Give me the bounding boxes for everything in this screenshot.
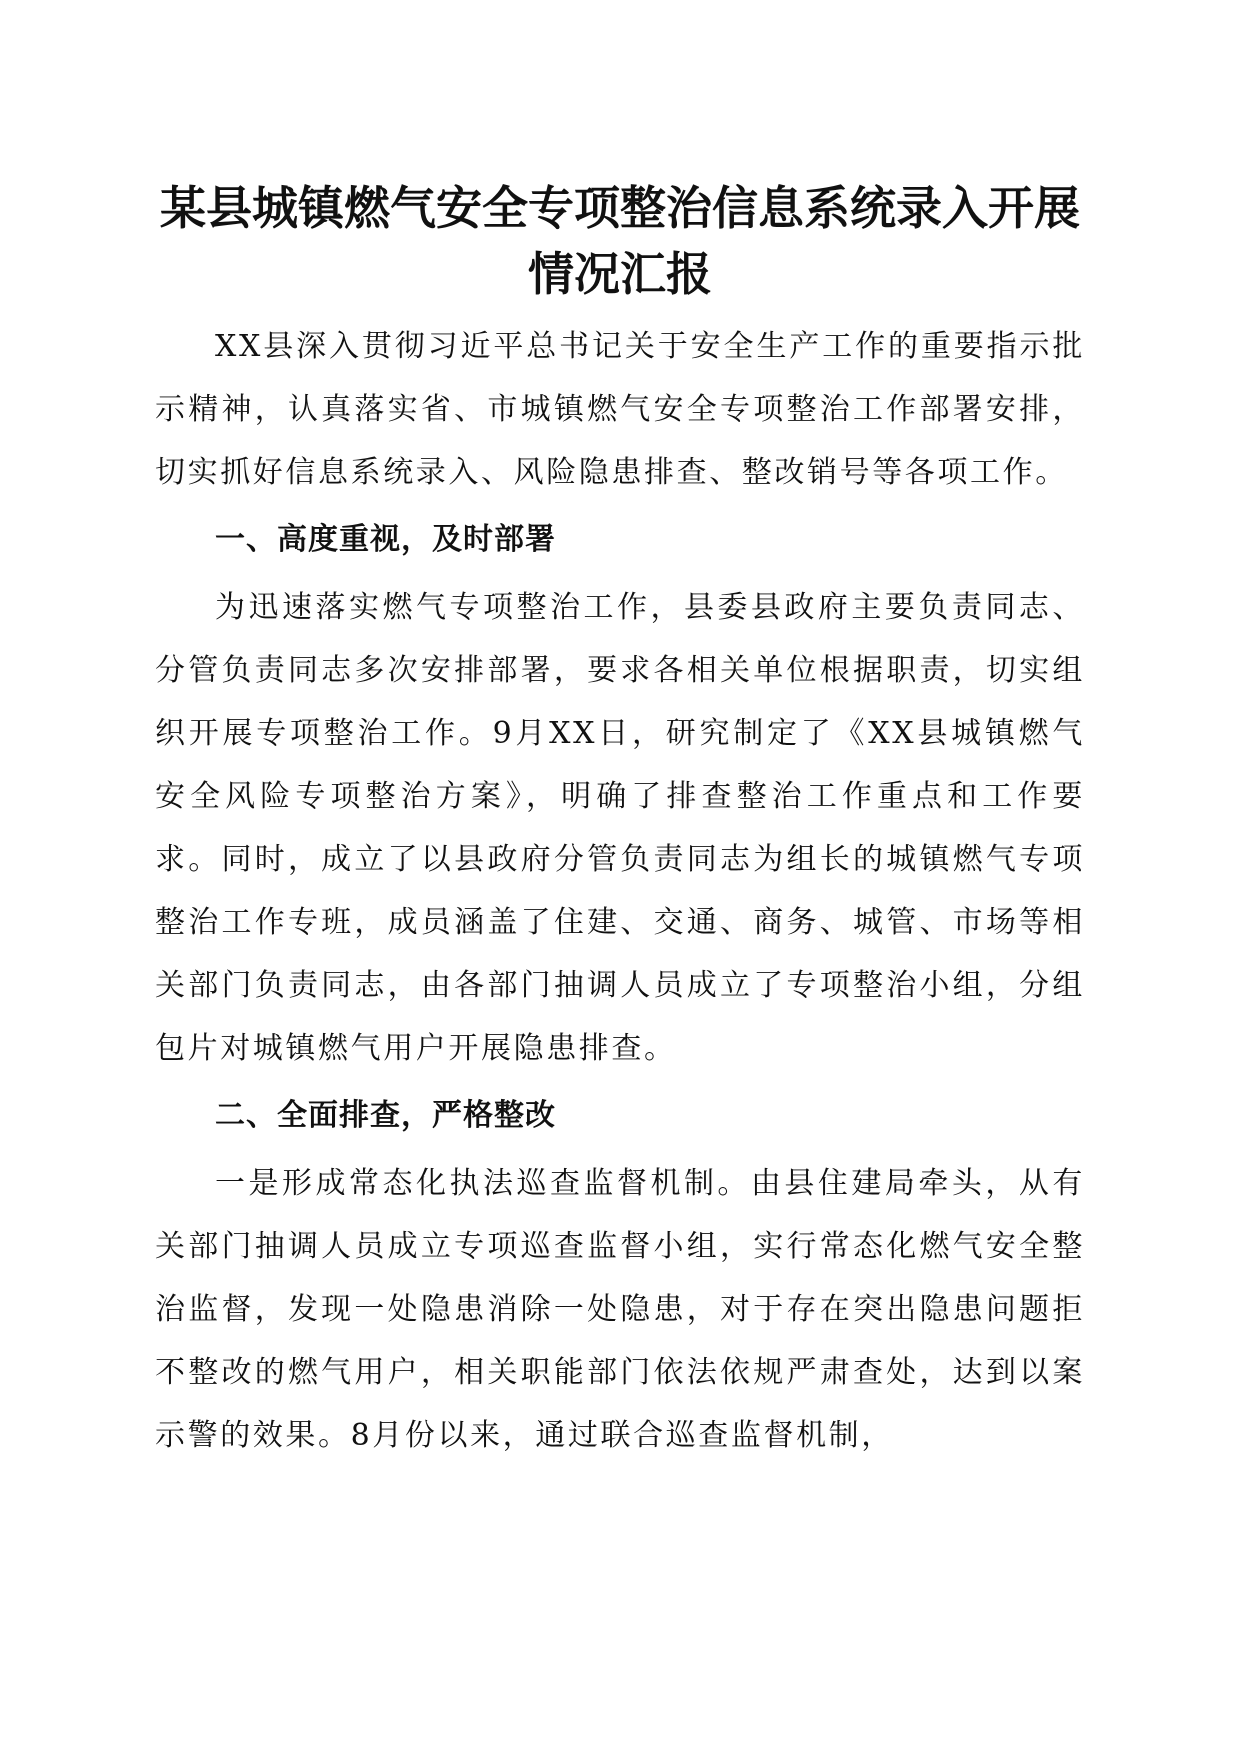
section-heading-2: 二、全面排查，严格整改 <box>215 1098 556 1133</box>
document-body <box>155 315 1085 1467</box>
section-paragraph-2: 一是形成常态化执法巡查监督机制。由县住建局牵头，从有关部门抽调人员成立专项巡查监督小组，实行常态化燃气安全整治监督，发现一处隐患消除一处隐患，对于存在突出隐患问题拒不整改的燃气用户，相关职能部门依法依规严肃查处，达到以案示警的效果。8月份以来，通过联合巡查监督机制， <box>155 1166 1085 1453</box>
section-heading-1: 一、高度重视，及时部署 <box>215 522 556 557</box>
document-title: 某县城镇燃气安全专项整治信息系统录入开展情况汇报 <box>160 181 1080 301</box>
intro-paragraph: XX县深入贯彻习近平总书记关于安全生产工作的重要指示批示精神，认真落实省、市城镇燃气安全专项整治工作部署安排，切实抓好信息系统录入、风险隐患排查、整改销号等各项工作。 <box>155 329 1085 490</box>
section-paragraph-1: 为迅速落实燃气专项整治工作，县委县政府主要负责同志、分管负责同志多次安排部署，要求各相关单位根据职责，切实组织开展专项整治工作。9月XX日，研究制定了《XX县城镇燃气安全风险专项整治方案》，明确了排查整治工作重点和工作要求。同时，成立了以县政府分管负责同志为组长的城镇燃气专项整治工作专班，成员涵盖了住建、交通、商务、城管、市场等相关部门负责同志，由各部门抽调人员成立了专项整治小组，分组包片对城镇燃气用户开展隐患排查。 <box>155 590 1085 1066</box>
